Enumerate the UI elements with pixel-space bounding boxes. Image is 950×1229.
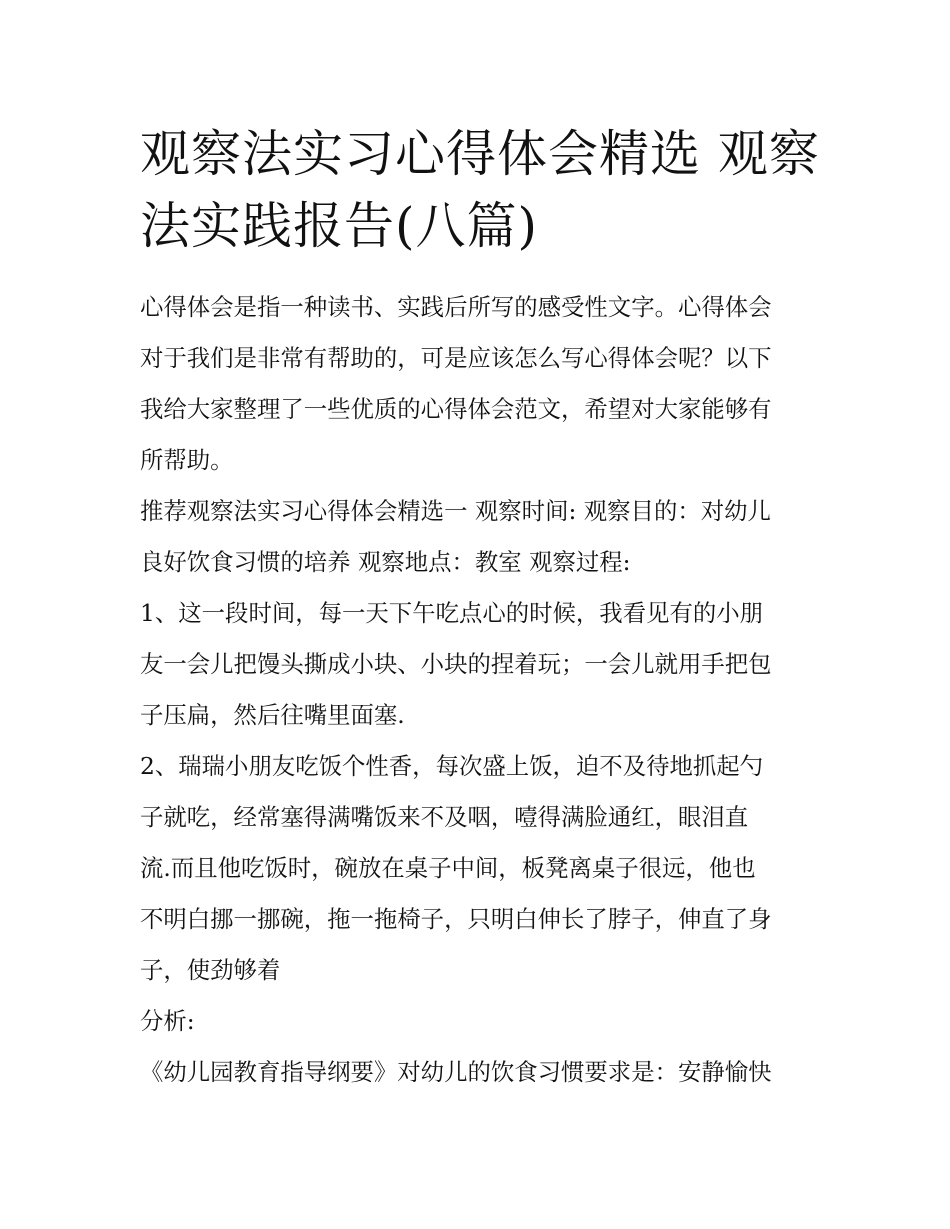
paragraph-item-2 xyxy=(140,741,830,996)
text-line: 良好饮食习惯的培养 观察地点：教室 观察过程: xyxy=(140,548,631,576)
title-line: 观察法实习心得体会精选 观察 xyxy=(140,125,820,183)
text-line: 子，使劲够着 xyxy=(140,956,281,984)
text-line: 友一会儿把馒头撕成小块、小块的捏着玩；一会儿就用手把包 xyxy=(140,650,772,678)
text-line: 所帮助。 xyxy=(140,446,234,474)
text-line: 子压扁，然后往嘴里面塞. xyxy=(140,701,405,729)
text-line: 心得体会是指一种读书、实践后所写的感受性文字。心得体会 xyxy=(140,293,772,321)
title-line: 法实践报告(八篇) xyxy=(140,197,539,255)
text-line: 2、瑞瑞小朋友吃饭个性香，每次盛上饭，迫不及待地抓起勺 xyxy=(140,752,764,780)
text-line: 流.而且他吃饭时，碗放在桌子中间，板凳离桌子很远，他也 xyxy=(140,854,756,882)
paragraph-observation-info xyxy=(140,486,830,588)
text-line: 子就吃，经常塞得满嘴饭来不及咽，噎得满脸通红，眼泪直 xyxy=(140,803,749,831)
text-line: 《幼儿园教育指导纲要》对幼儿的饮食习惯要求是：安静愉快 xyxy=(140,1058,772,1086)
document-title xyxy=(140,118,820,262)
paragraph-analysis-heading xyxy=(140,996,830,1047)
paragraph-item-1 xyxy=(140,588,830,741)
text-line: 推荐观察法实习心得体会精选一 观察时间: 观察目的：对幼儿 xyxy=(140,497,771,525)
text-line: 对于我们是非常有帮助的，可是应该怎么写心得体会呢？以下 xyxy=(140,344,772,372)
paragraph-intro xyxy=(140,282,830,486)
paragraph-analysis xyxy=(140,1047,830,1098)
text-line: 不明白挪一挪碗，拖一拖椅子，只明白伸长了脖子，伸直了身 xyxy=(140,905,772,933)
text-line: 分析: xyxy=(140,1007,195,1035)
document-body xyxy=(140,282,830,1098)
text-line: 我给大家整理了一些优质的心得体会范文，希望对大家能够有 xyxy=(140,395,772,423)
text-line: 1、这一段时间，每一天下午吃点心的时候，我看见有的小朋 xyxy=(140,599,764,627)
